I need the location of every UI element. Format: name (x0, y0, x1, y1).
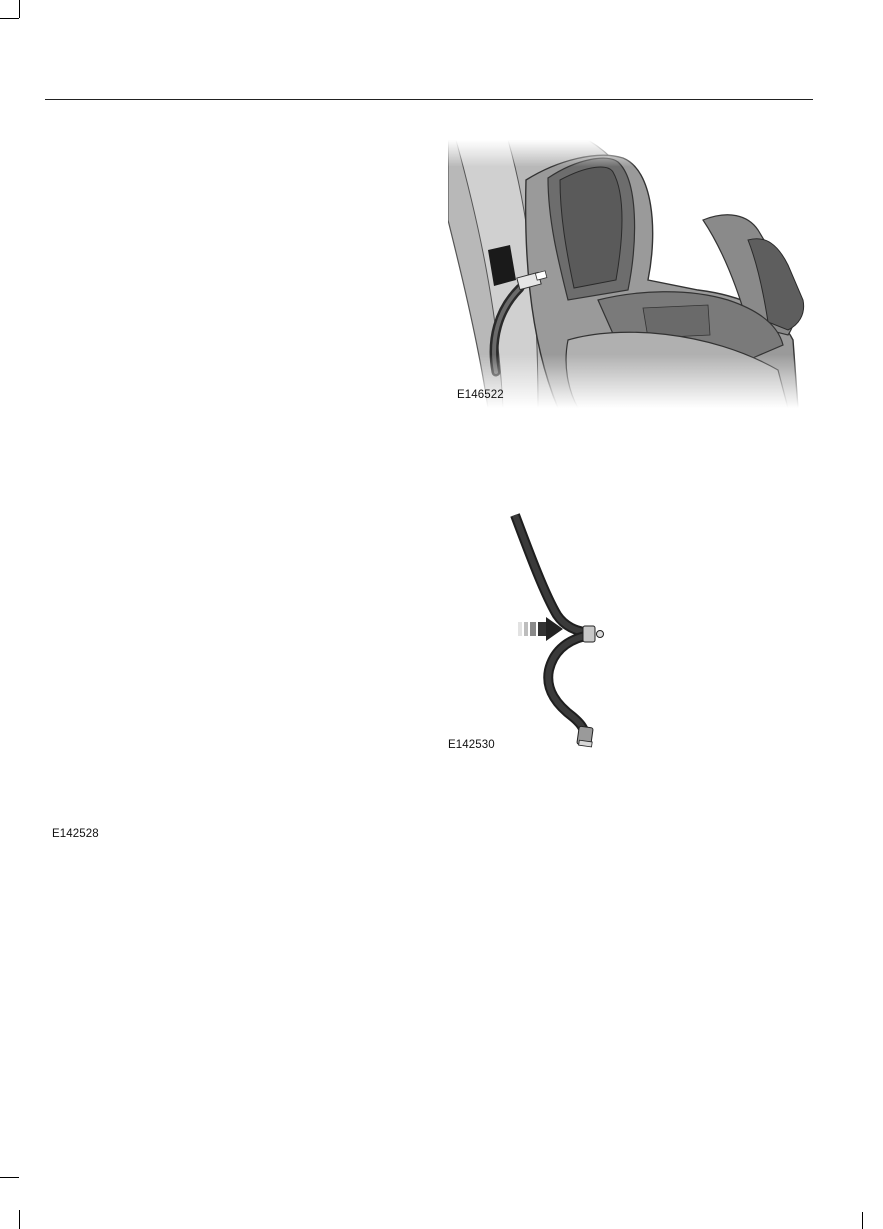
crop-mark-bottom-left (19, 1210, 20, 1229)
child-seat-figure (448, 140, 810, 408)
blank-figure (45, 810, 405, 860)
crop-mark-bottom-right (862, 1212, 863, 1229)
crop-mark-bottom-left-h (0, 1177, 19, 1178)
crop-mark-top-left (19, 0, 20, 18)
figure-label: E146522 (457, 389, 504, 401)
belt-tongue-figure (445, 505, 625, 760)
crop-mark-top-left-h (0, 18, 19, 19)
header-rule (45, 99, 813, 100)
figure-label: E142530 (448, 739, 495, 751)
figure-label: E142528 (52, 828, 99, 840)
